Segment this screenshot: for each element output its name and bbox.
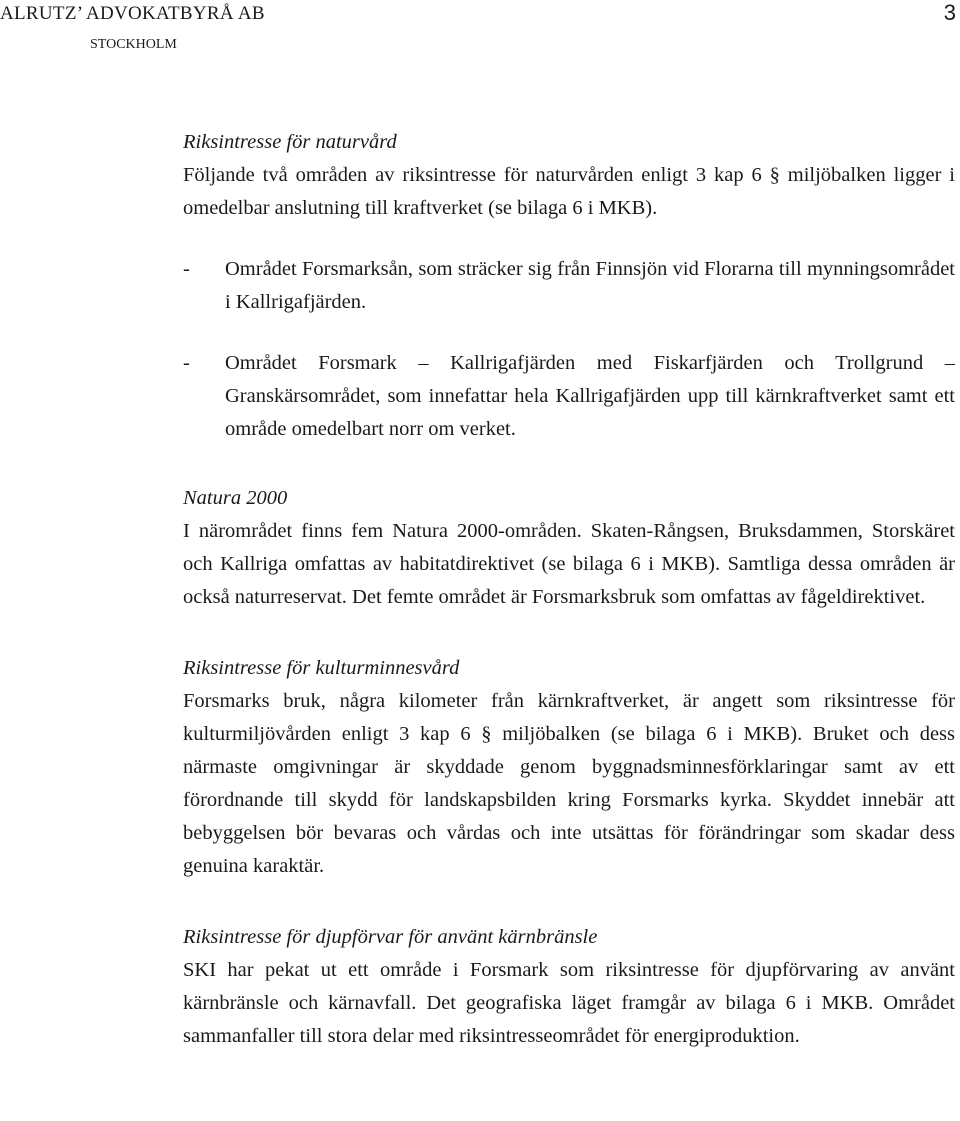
section-heading: Riksintresse för naturvård <box>183 131 397 153</box>
section-paragraph: SKI har pekat ut ett område i Forsmark som riksintresse för djupförvaring av använt kärnbränsle och kärnavfall. Det geografiska läget framgår av bilaga 6 i MKB. Området sammanfaller till stora delar med riksintresseområdet för energiproduktion. <box>183 959 955 1047</box>
list-item <box>183 347 955 446</box>
section-naturvard <box>183 126 955 446</box>
section-paragraph: I närområdet finns fem Natura 2000-områden. Skaten-Rångsen, Bruksdammen, Storskäret och Kallriga omfattas av habitatdirektivet (se bilaga 6 i MKB). Samtliga dessa områden är också naturreservat. Det femte området är Forsmarksbruk som omfattas av fågeldirektivet. <box>183 520 955 608</box>
section-kulturminnesvard <box>183 652 955 883</box>
list-item-text: Området Forsmark – Kallrigafjärden med Fiskarfjärden och Trollgrund – Granskärsområdet, som innefattar hela Kallrigafjärden upp till kärnkraftverket samt ett område omedelbart norr om verket. <box>225 352 955 440</box>
section-heading: Riksintresse för kulturminnesvård <box>183 657 460 679</box>
section-natura-2000 <box>183 482 955 614</box>
list-item-text: Området Forsmarksån, som sträcker sig från Finnsjön vid Florarna till mynningsområdet i Kallrigafjärden. <box>225 258 955 313</box>
list-dash: - <box>183 352 190 374</box>
list-dash: - <box>183 258 190 280</box>
document-body <box>183 126 955 1053</box>
section-heading: Riksintresse för djupförvar för använt kärnbränsle <box>183 926 598 948</box>
list-item <box>183 253 955 319</box>
firm-city: STOCKHOLM <box>90 37 177 52</box>
section-paragraph: Följande två områden av riksintresse för naturvården enligt 3 kap 6 § miljöbalken ligger i omedelbar anslutning till kraftverket (se bilaga 6 i MKB). <box>183 164 955 219</box>
section-paragraph: Forsmarks bruk, några kilometer från kärnkraftverket, är angett som riksintresse för kulturmiljövården enligt 3 kap 6 § miljöbalken (se bilaga 6 i MKB). Bruket och dess närmaste omgivningar är skyddade genom byggnadsminnesförklaringar samt av ett förordnande till skydd för landskapsbilden kring Forsmarks kyrka. Skyddet innebär att bebyggelsen bör bevaras och vårdas och inte utsättas för förändringar som skadar dess genuina karaktär. <box>183 690 955 877</box>
section-heading: Natura 2000 <box>183 487 288 509</box>
section-djupforvar <box>183 921 955 1053</box>
firm-name: ALRUTZ’ ADVOKATBYRÅ AB <box>0 3 265 24</box>
page-number: 3 <box>943 0 956 25</box>
